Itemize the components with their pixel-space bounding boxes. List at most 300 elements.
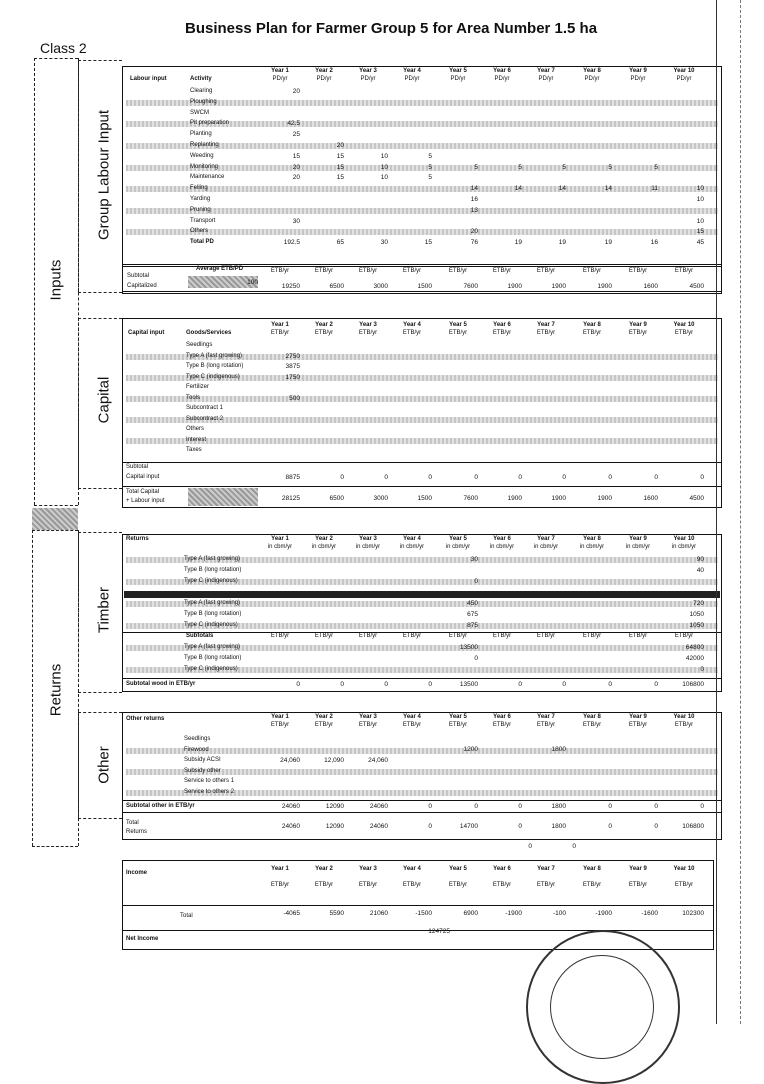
unit-header: ETB/yr bbox=[314, 882, 334, 888]
firewood-value: 1200 bbox=[463, 746, 478, 753]
other-subtotal-value: 24060 bbox=[281, 803, 300, 810]
unit-header: PD/yr bbox=[404, 76, 420, 82]
etb-unit: ETB/yr bbox=[492, 268, 512, 274]
etb-unit: ETB/yr bbox=[674, 633, 694, 639]
subtotal-label: Subtotal bbox=[127, 273, 150, 279]
labour-value: 20 bbox=[470, 228, 478, 236]
year-header: Year 3 bbox=[359, 322, 377, 328]
labour-value: 19 bbox=[604, 239, 612, 247]
unit-header: ETB/yr bbox=[270, 722, 290, 728]
capital-total-value: 1900 bbox=[597, 495, 612, 502]
capital-total-value: 4500 bbox=[689, 495, 704, 502]
capital-total-value: 1600 bbox=[643, 495, 658, 502]
year-header: Year 2 bbox=[315, 866, 333, 872]
year-header: Year 8 bbox=[583, 68, 601, 74]
timber-y10: 90 bbox=[696, 556, 704, 563]
labour-value: 10 bbox=[696, 185, 704, 193]
total-labour-label: + Labour input bbox=[126, 498, 165, 504]
capitalized-value: 4500 bbox=[689, 283, 704, 290]
unit-header: ETB/yr bbox=[628, 330, 648, 336]
unit-header: PD/yr bbox=[538, 76, 554, 82]
activity-label: Pruning bbox=[190, 206, 211, 213]
activity-label: Ploughing bbox=[190, 98, 217, 105]
timber-subtotal-value: 0 bbox=[608, 681, 612, 688]
labour-value: 13 bbox=[470, 206, 478, 214]
etb-unit: ETB/yr bbox=[628, 268, 648, 274]
capital-item: Type C (indigenous) bbox=[186, 373, 240, 380]
capital-subtotal-value: 0 bbox=[428, 474, 432, 481]
year-header: Year 8 bbox=[583, 536, 601, 542]
unit-header: ETB/yr bbox=[492, 882, 512, 888]
year-header: Year 3 bbox=[359, 866, 377, 872]
labour-value: 5 bbox=[428, 174, 432, 182]
returns-side-label: Returns bbox=[47, 663, 65, 717]
year-header: Year 4 bbox=[403, 714, 421, 720]
other-subtotal-value: 0 bbox=[428, 803, 432, 810]
capital-value: 500 bbox=[289, 394, 300, 402]
unit-header: PD/yr bbox=[494, 76, 510, 82]
income-total-value: -1900 bbox=[595, 910, 612, 917]
net-income-label: Net Income bbox=[126, 936, 159, 942]
labour-value: 5 bbox=[608, 163, 612, 171]
year-header: Year 1 bbox=[271, 68, 289, 74]
timber-subtotal-value: 0 bbox=[296, 681, 300, 688]
activity-label: Clearing bbox=[190, 88, 213, 94]
etb-unit: ETB/yr bbox=[270, 633, 290, 639]
extra-2: 0 bbox=[572, 843, 576, 850]
other-item: Subsidy ACSI bbox=[184, 757, 221, 763]
activity-label: Transport bbox=[190, 217, 216, 224]
capital-subtotal-value: 0 bbox=[384, 474, 388, 481]
timber-item: Subtotals bbox=[186, 633, 214, 639]
capital-subtotal-value: 0 bbox=[474, 474, 478, 481]
year-header: Year 6 bbox=[493, 866, 511, 872]
labour-value: 42.5 bbox=[287, 120, 300, 128]
total-returns-label: Total bbox=[126, 820, 139, 826]
returns-label: Returns bbox=[126, 829, 148, 835]
year-header: Year 5 bbox=[449, 866, 467, 872]
capital-item: Subcontract 1 bbox=[186, 405, 224, 411]
labour-value: 5 bbox=[654, 163, 658, 171]
unit-header: ETB/yr bbox=[536, 330, 556, 336]
labour-value: 30 bbox=[380, 239, 388, 247]
capital-total-value: 7600 bbox=[463, 495, 478, 502]
year-header: Year 2 bbox=[315, 322, 333, 328]
subtotal-wood-label: Subtotal wood in ETB/yr bbox=[126, 681, 196, 687]
other-total-value: 24060 bbox=[281, 823, 300, 830]
other-subtotal-value: 0 bbox=[518, 803, 522, 810]
unit-header: ETB/yr bbox=[448, 330, 468, 336]
dark-bar bbox=[124, 591, 720, 598]
capital-subtotal-value: 0 bbox=[562, 474, 566, 481]
unit-header: ETB/yr bbox=[402, 722, 422, 728]
other-total-value: 1800 bbox=[551, 823, 566, 830]
capital-subtotal-value: 0 bbox=[700, 474, 704, 481]
year-header: Year 5 bbox=[449, 714, 467, 720]
year-header: Year 8 bbox=[583, 866, 601, 872]
capital-value: 1750 bbox=[285, 373, 300, 381]
year-header: Year 10 bbox=[673, 536, 695, 542]
unit-header: ETB/yr bbox=[628, 882, 648, 888]
income-total-value: -100 bbox=[552, 910, 566, 917]
timber-subtotal-value: 0 bbox=[654, 681, 658, 688]
capital-subtotal-label: Subtotal bbox=[126, 464, 149, 470]
extra-1: 0 bbox=[528, 843, 532, 850]
capital-subtotal-value: 0 bbox=[340, 474, 344, 481]
capitalized-value: 1900 bbox=[507, 283, 522, 290]
row-shading bbox=[126, 748, 718, 754]
other-item: Service to others 1 bbox=[184, 778, 235, 784]
unit-header: ETB/yr bbox=[448, 882, 468, 888]
labour-value: 10 bbox=[696, 217, 704, 225]
year-header: Year 7 bbox=[537, 866, 555, 872]
income-total-value: -1600 bbox=[641, 910, 658, 917]
labour-value: 192.5 bbox=[283, 239, 300, 247]
year-header: Year 2 bbox=[315, 68, 333, 74]
avg-value: 100 bbox=[247, 279, 258, 286]
etb-unit: ETB/yr bbox=[536, 268, 556, 274]
labour-value: 5 bbox=[518, 163, 522, 171]
unit-header: PD/yr bbox=[316, 76, 332, 82]
labour-value: 14 bbox=[470, 185, 478, 193]
labour-value: 10 bbox=[380, 174, 388, 182]
row-shading bbox=[126, 208, 718, 214]
other-subtotal-value: 1800 bbox=[551, 803, 566, 810]
capitalized-value: 1900 bbox=[597, 283, 612, 290]
capital-item: Taxes bbox=[186, 447, 202, 453]
capitalized-label: Capitalized bbox=[127, 283, 157, 289]
capital-item: Seedlings bbox=[186, 342, 213, 348]
unit-header: ETB/yr bbox=[492, 330, 512, 336]
year-header: Year 7 bbox=[537, 322, 555, 328]
labour-value: 19 bbox=[514, 239, 522, 247]
capital-subtotal-value: 0 bbox=[654, 474, 658, 481]
income-total-label: Total bbox=[180, 913, 193, 919]
capital-item: Fertilizer bbox=[186, 384, 210, 390]
timber-y5: 875 bbox=[467, 622, 478, 629]
capital-value: 3875 bbox=[285, 363, 300, 370]
year-header: Year 10 bbox=[673, 866, 695, 872]
timber-y10: 64800 bbox=[685, 644, 704, 651]
timber-y5: 450 bbox=[467, 600, 478, 607]
year-header: Year 3 bbox=[359, 68, 377, 74]
labour-value: 5 bbox=[474, 163, 478, 171]
other-item: Subsidy other bbox=[184, 767, 221, 774]
labour-value: 15 bbox=[696, 228, 704, 236]
timber-y10: 1050 bbox=[689, 622, 704, 629]
capitalized-value: 7600 bbox=[463, 283, 478, 290]
year-header: Year 10 bbox=[673, 322, 695, 328]
labour-value: 65 bbox=[336, 239, 344, 247]
year-header: Year 9 bbox=[629, 68, 647, 74]
unit-header: ETB/yr bbox=[492, 722, 512, 728]
unit-header: in cbm/yr bbox=[267, 544, 293, 550]
unit-header: ETB/yr bbox=[536, 722, 556, 728]
timber-subtotal-value: 0 bbox=[428, 681, 432, 688]
labour-header: Labour input bbox=[130, 76, 167, 82]
labour-value: 15 bbox=[336, 152, 344, 160]
timber-item: Type A (fast growing) bbox=[184, 600, 241, 606]
unit-header: PD/yr bbox=[272, 76, 288, 82]
total-capital-label: Total Capital bbox=[126, 489, 160, 495]
group-labour-side-label: Group Labour Input bbox=[95, 109, 113, 241]
other-item: Service to others 2 bbox=[184, 788, 235, 795]
unit-header: in cbm/yr bbox=[533, 544, 559, 550]
etb-unit: ETB/yr bbox=[448, 633, 468, 639]
unit-header: in cbm/yr bbox=[355, 544, 381, 550]
etb-unit: ETB/yr bbox=[314, 633, 334, 639]
etb-unit: ETB/yr bbox=[358, 268, 378, 274]
subsidy-value: 12,090 bbox=[324, 757, 344, 764]
activity-label: Felling bbox=[190, 185, 208, 192]
other-side-label: Other bbox=[95, 746, 113, 784]
year-header: Year 5 bbox=[449, 68, 467, 74]
year-header: Year 2 bbox=[315, 714, 333, 720]
timber-subtotal-value: 0 bbox=[518, 681, 522, 688]
other-total-value: 0 bbox=[428, 823, 432, 830]
year-header: Year 10 bbox=[673, 714, 695, 720]
year-header: Year 4 bbox=[403, 68, 421, 74]
etb-unit: ETB/yr bbox=[402, 633, 422, 639]
year-header: Year 10 bbox=[673, 68, 695, 74]
year-header: Year 4 bbox=[403, 536, 421, 542]
other-subtotal-value: 0 bbox=[608, 803, 612, 810]
year-header: Year 7 bbox=[537, 714, 555, 720]
unit-header: ETB/yr bbox=[582, 722, 602, 728]
capital-item: Type B (long rotation) bbox=[186, 363, 244, 369]
unit-header: ETB/yr bbox=[270, 882, 290, 888]
unit-header: ETB/yr bbox=[674, 882, 694, 888]
etb-unit: ETB/yr bbox=[448, 268, 468, 274]
timber-item: Type C (indigenous) bbox=[184, 578, 238, 584]
unit-header: ETB/yr bbox=[270, 330, 290, 336]
year-header: Year 1 bbox=[271, 714, 289, 720]
timber-item: Type A (fast growing) bbox=[184, 556, 241, 562]
timber-item: Type C (indigenous) bbox=[184, 622, 238, 628]
etb-unit: ETB/yr bbox=[674, 268, 694, 274]
labour-value: 19 bbox=[558, 239, 566, 247]
capital-item: Subcontract 2 bbox=[186, 415, 224, 422]
unit-header: in cbm/yr bbox=[311, 544, 337, 550]
timber-side-label: Timber bbox=[95, 586, 113, 634]
unit-header: PD/yr bbox=[450, 76, 466, 82]
year-header: Year 7 bbox=[537, 536, 555, 542]
labour-value: 14 bbox=[604, 185, 612, 193]
capital-total-box bbox=[188, 488, 258, 506]
labour-value: 5 bbox=[562, 163, 566, 171]
labour-value: 25 bbox=[292, 131, 300, 139]
income-total-value: -1500 bbox=[415, 910, 432, 917]
timber-y5: 0 bbox=[474, 578, 478, 585]
capitalized-value: 1900 bbox=[551, 283, 566, 290]
year-header: Year 4 bbox=[403, 322, 421, 328]
year-header: Year 6 bbox=[493, 68, 511, 74]
year-header: Year 5 bbox=[449, 322, 467, 328]
year-header: Year 8 bbox=[583, 714, 601, 720]
year-header: Year 9 bbox=[629, 322, 647, 328]
other-total-value: 106800 bbox=[682, 823, 704, 830]
other-panel bbox=[122, 712, 722, 840]
other-total-value: 14700 bbox=[459, 823, 478, 830]
income-total-value: -4065 bbox=[283, 910, 300, 917]
other-subtotal-value: 0 bbox=[474, 803, 478, 810]
timber-subtotal-value: 13500 bbox=[459, 681, 478, 688]
timber-item: Type B (long rotation) bbox=[184, 567, 242, 573]
year-header: Year 6 bbox=[493, 714, 511, 720]
year-header: Year 4 bbox=[403, 866, 421, 872]
activity-label: Others bbox=[190, 228, 209, 235]
income-total-value: -1900 bbox=[505, 910, 522, 917]
labour-value: 16 bbox=[650, 239, 658, 247]
unit-header: ETB/yr bbox=[582, 330, 602, 336]
timber-y5: 675 bbox=[467, 611, 478, 618]
other-total-value: 0 bbox=[608, 823, 612, 830]
capital-side-label: Capital bbox=[95, 376, 113, 424]
labour-value: 20 bbox=[292, 88, 300, 95]
timber-y10: 40 bbox=[696, 567, 704, 574]
unit-header: in cbm/yr bbox=[445, 544, 471, 550]
timber-y5: 0 bbox=[474, 655, 478, 662]
returns-header: Returns bbox=[126, 536, 149, 542]
capital-input-label: Capital input bbox=[126, 474, 160, 480]
capital-item: Interest bbox=[186, 436, 207, 443]
capitalized-value: 6500 bbox=[329, 283, 344, 290]
year-header: Year 9 bbox=[629, 536, 647, 542]
capital-subtotal-value: 0 bbox=[608, 474, 612, 481]
other-subtotal-value: 24060 bbox=[369, 803, 388, 810]
subsidy-value: 24,060 bbox=[280, 757, 300, 764]
firewood-value: 1800 bbox=[551, 746, 566, 753]
page-title: Business Plan for Farmer Group 5 for Area Number 1.5 ha bbox=[185, 20, 598, 37]
etb-unit: ETB/yr bbox=[582, 268, 602, 274]
labour-value: 20 bbox=[336, 142, 344, 149]
goods-header: Goods/Services bbox=[186, 330, 232, 336]
timber-subtotal-value: 0 bbox=[562, 681, 566, 688]
capitalized-value: 3000 bbox=[373, 283, 388, 290]
year-header: Year 2 bbox=[315, 536, 333, 542]
subtotal-other-label: Subtotal other in ETB/yr bbox=[126, 803, 195, 809]
income-total-value: 5590 bbox=[329, 910, 344, 917]
year-header: Year 5 bbox=[449, 536, 467, 542]
year-header: Year 1 bbox=[271, 866, 289, 872]
capital-value: 2750 bbox=[285, 352, 300, 360]
labour-value: 10 bbox=[380, 163, 388, 171]
labour-value: 10 bbox=[380, 152, 388, 160]
timber-subtotal-value: 0 bbox=[340, 681, 344, 688]
unit-header: ETB/yr bbox=[358, 330, 378, 336]
unit-header: ETB/yr bbox=[402, 882, 422, 888]
labour-value: 76 bbox=[470, 239, 478, 247]
capital-subtotal-value: 0 bbox=[518, 474, 522, 481]
capitalized-value: 1600 bbox=[643, 283, 658, 290]
capital-item: Others bbox=[186, 426, 205, 432]
timber-y10: 720 bbox=[693, 600, 704, 607]
year-header: Year 7 bbox=[537, 68, 555, 74]
year-header: Year 6 bbox=[493, 322, 511, 328]
unit-header: PD/yr bbox=[584, 76, 600, 82]
activity-label: Maintenance bbox=[190, 174, 225, 181]
unit-header: in cbm/yr bbox=[671, 544, 697, 550]
timber-item: Type B (long rotation) bbox=[184, 611, 242, 617]
year-header: Year 1 bbox=[271, 536, 289, 542]
timber-y5: 13500 bbox=[459, 644, 478, 651]
unit-header: ETB/yr bbox=[314, 330, 334, 336]
labour-value: 5 bbox=[428, 152, 432, 160]
income-total-value: 6900 bbox=[463, 910, 478, 917]
net-income-value: 124725 bbox=[428, 928, 450, 935]
other-total-value: 0 bbox=[654, 823, 658, 830]
other-header: Other returns bbox=[126, 716, 165, 722]
timber-subtotal-value: 0 bbox=[384, 681, 388, 688]
capital-total-value: 28125 bbox=[281, 495, 300, 502]
timber-item: Type C (indigenous) bbox=[184, 666, 238, 672]
activity-label: Weeding bbox=[190, 152, 214, 159]
capital-total-value: 1900 bbox=[507, 495, 522, 502]
income-total-value: 102300 bbox=[682, 910, 704, 917]
activity-label: Monitoring bbox=[190, 163, 219, 170]
etb-unit: ETB/yr bbox=[492, 633, 512, 639]
timber-item: Type A (fast growing) bbox=[184, 644, 241, 650]
unit-header: in cbm/yr bbox=[489, 544, 515, 550]
labour-value: 20 bbox=[292, 174, 300, 182]
year-header: Year 8 bbox=[583, 322, 601, 328]
etb-unit: ETB/yr bbox=[536, 633, 556, 639]
etb-unit: ETB/yr bbox=[628, 633, 648, 639]
capital-total-value: 1900 bbox=[551, 495, 566, 502]
row-shading bbox=[126, 396, 718, 402]
etb-unit: ETB/yr bbox=[270, 268, 290, 274]
unit-header: ETB/yr bbox=[674, 330, 694, 336]
unit-header: ETB/yr bbox=[536, 882, 556, 888]
avg-label: Average ETB/PD bbox=[196, 266, 244, 272]
labour-value: 16 bbox=[470, 196, 478, 203]
labour-value: 30 bbox=[292, 217, 300, 225]
timber-y10: 0 bbox=[700, 666, 704, 673]
other-total-value: 0 bbox=[518, 823, 522, 830]
other-total-value: 24060 bbox=[369, 823, 388, 830]
timber-item: Type B (long rotation) bbox=[184, 655, 242, 661]
unit-header: ETB/yr bbox=[674, 722, 694, 728]
income-label: Income bbox=[126, 870, 148, 876]
year-header: Year 3 bbox=[359, 714, 377, 720]
stamp-inner-ring bbox=[550, 955, 654, 1059]
capital-total-value: 1500 bbox=[417, 495, 432, 502]
labour-value: 15 bbox=[292, 152, 300, 160]
labour-value: 5 bbox=[428, 163, 432, 171]
timber-y10: 42000 bbox=[685, 655, 704, 662]
other-total-value: 12090 bbox=[325, 823, 344, 830]
capitalized-value: 1500 bbox=[417, 283, 432, 290]
unit-header: PD/yr bbox=[676, 76, 692, 82]
unit-header: ETB/yr bbox=[358, 882, 378, 888]
unit-header: ETB/yr bbox=[402, 330, 422, 336]
activity-label: Yarding bbox=[190, 196, 211, 202]
income-total-value: 21060 bbox=[369, 910, 388, 917]
other-item: Seedlings bbox=[184, 736, 211, 742]
unit-header: ETB/yr bbox=[628, 722, 648, 728]
capital-subtotal-value: 8875 bbox=[285, 474, 300, 481]
grey-separator bbox=[32, 508, 78, 530]
unit-header: PD/yr bbox=[360, 76, 376, 82]
unit-header: ETB/yr bbox=[358, 722, 378, 728]
capital-total-value: 3000 bbox=[373, 495, 388, 502]
etb-unit: ETB/yr bbox=[358, 633, 378, 639]
activity-label: Planting bbox=[190, 131, 212, 138]
etb-unit: ETB/yr bbox=[402, 268, 422, 274]
timber-subtotal-value: 106800 bbox=[682, 681, 704, 688]
year-header: Year 3 bbox=[359, 536, 377, 542]
labour-value: 20 bbox=[292, 163, 300, 171]
